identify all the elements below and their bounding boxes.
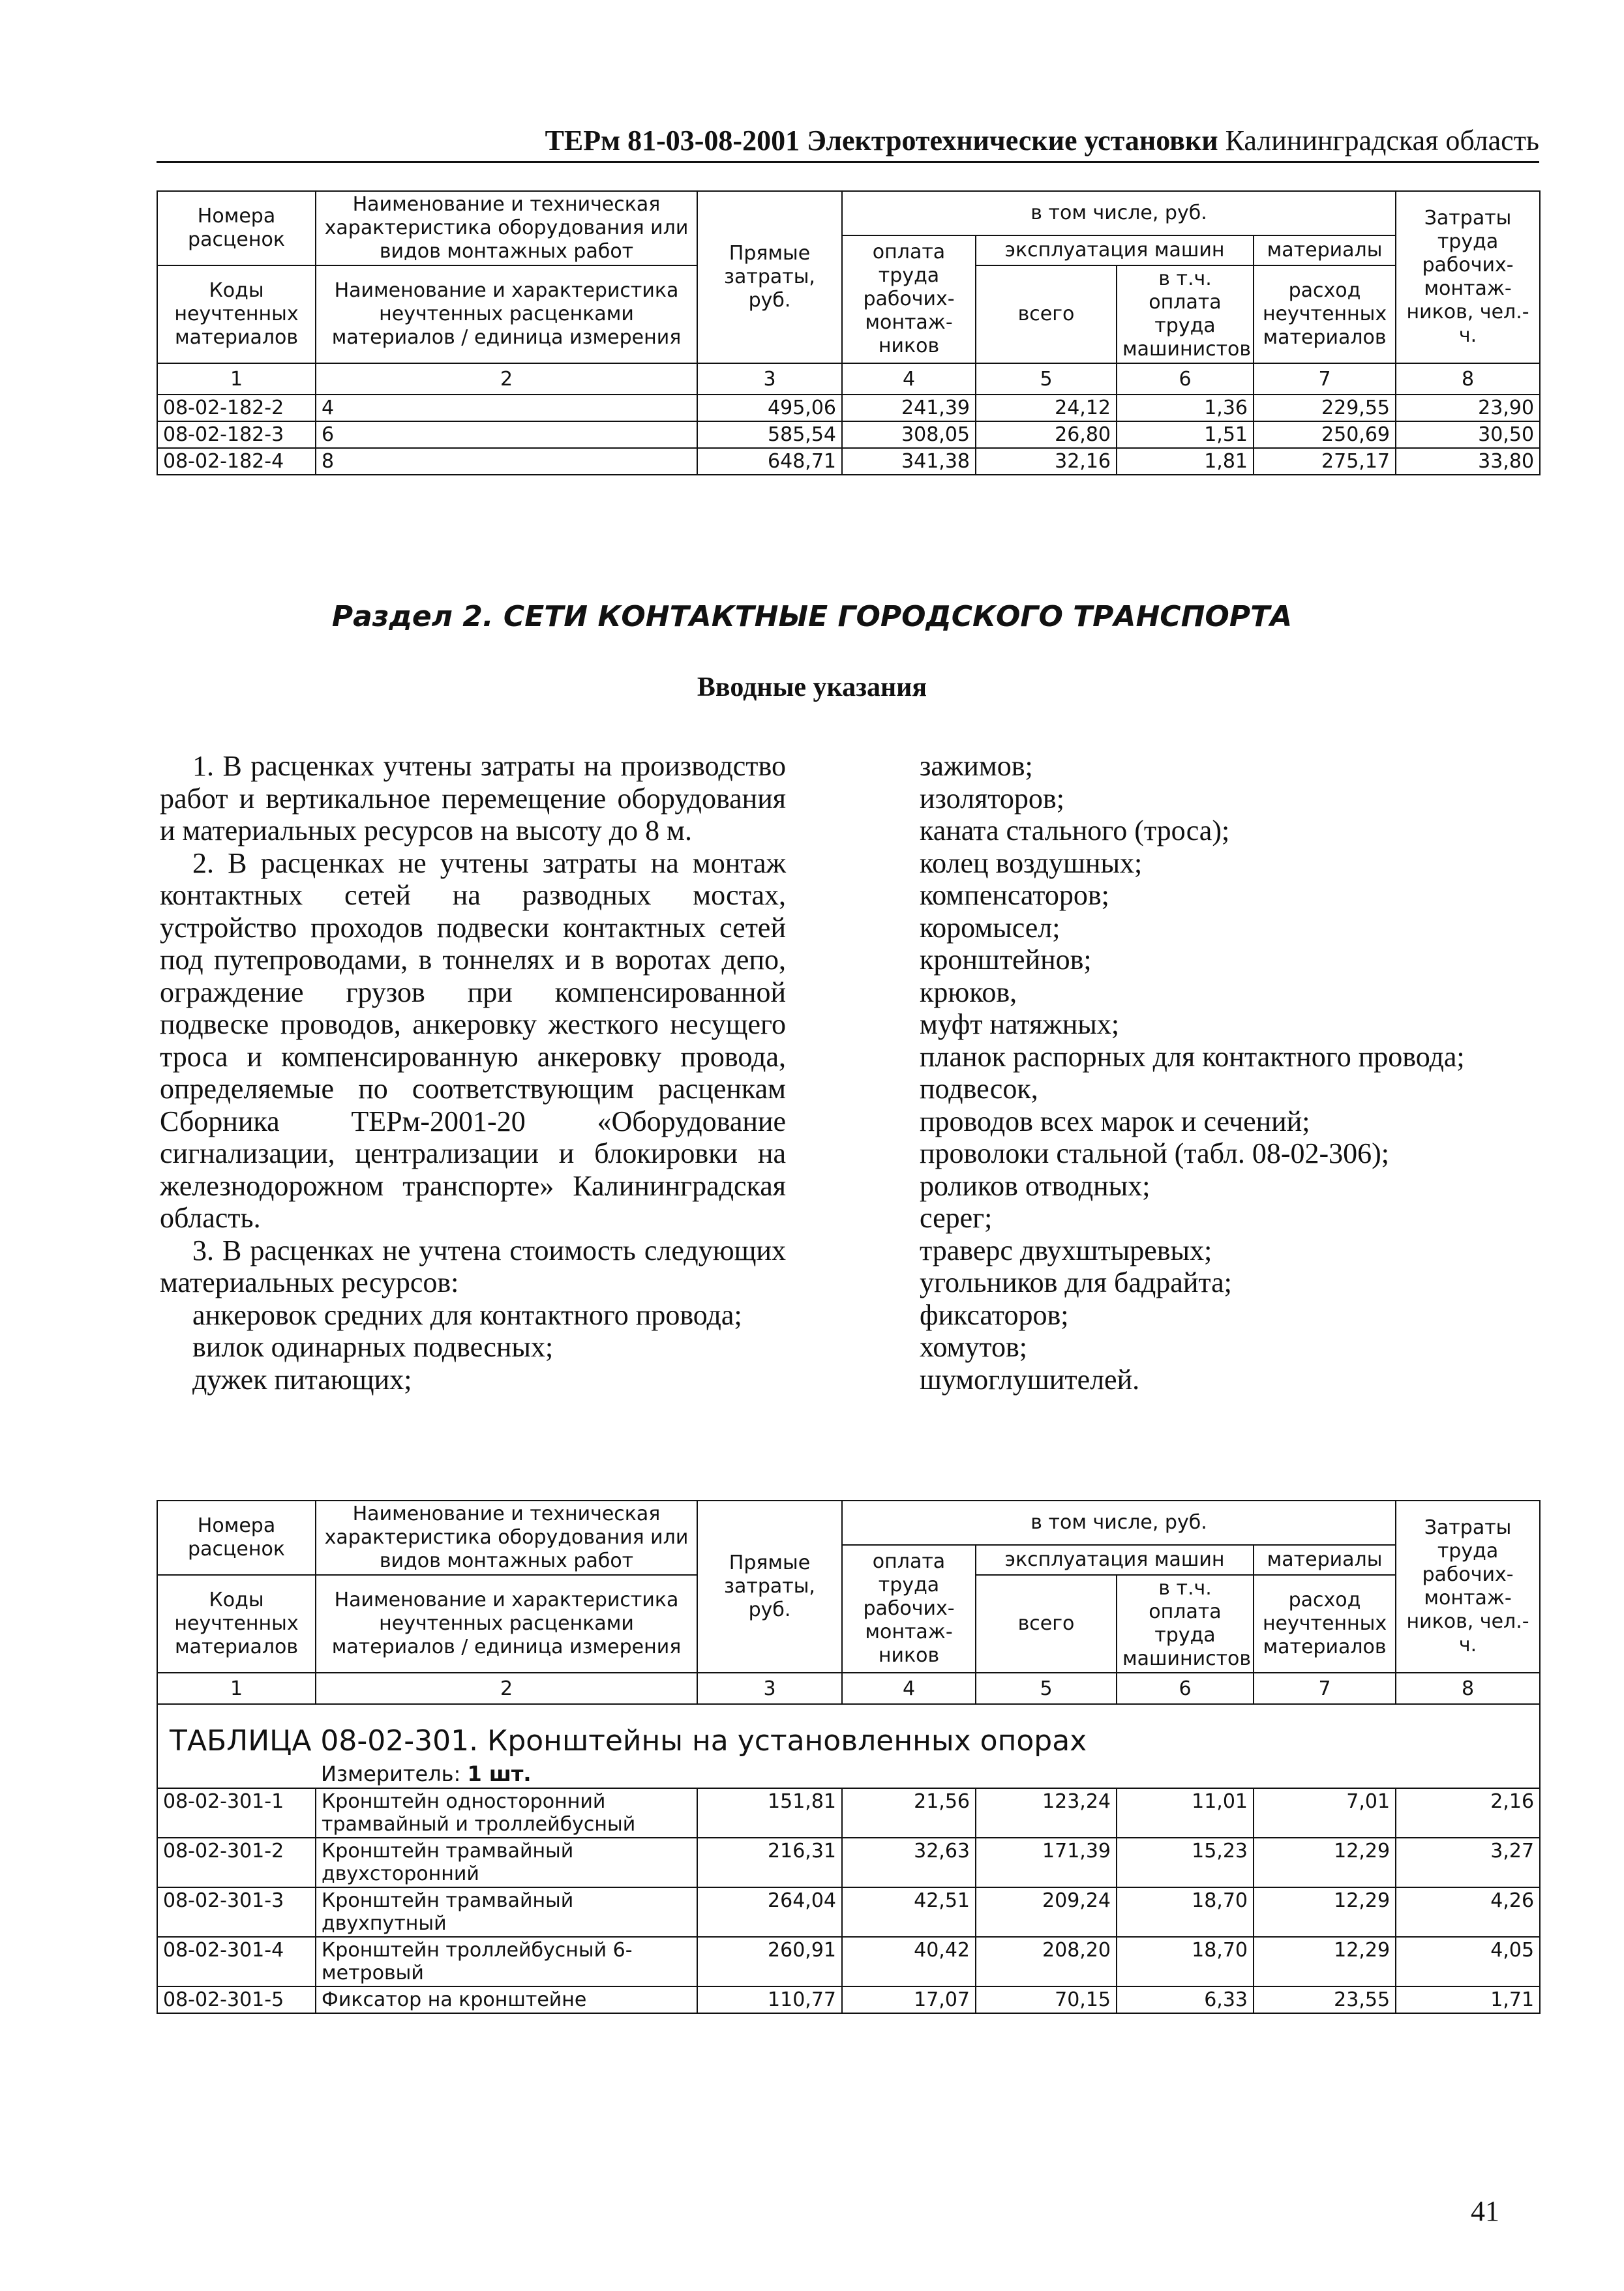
rate-code-cell: 08-02-301-3 [157, 1887, 316, 1937]
header-region: Калининградская область [1225, 125, 1539, 157]
rate-name-cell: Фиксатор на кронштейне [316, 1986, 697, 2013]
table-body [157, 1788, 1540, 2013]
direct-cost-cell: 151,81 [697, 1788, 842, 1838]
labor-pay-cell: 17,07 [842, 1986, 976, 2013]
material-list-item: крюков, [920, 976, 1017, 1008]
column-number: 5 [976, 1673, 1117, 1704]
column-number: 7 [1254, 363, 1396, 395]
column-number: 2 [316, 1673, 697, 1704]
direct-cost-cell: 260,91 [697, 1937, 842, 1986]
rate-name-cell: Кронштейн трамвайный двухсторонний [316, 1838, 697, 1887]
labor-pay-cell: 308,05 [842, 421, 976, 448]
labor-hours-cell: 3,27 [1396, 1838, 1540, 1887]
labor-hours-cell: 23,90 [1396, 395, 1540, 421]
materials-cost-cell: 229,55 [1254, 395, 1396, 421]
material-list-item: колец воздушных; [920, 846, 1143, 879]
intro-paragraph-1: 1. В расценках учтены затраты на производство работ и вертикальное перемещение оборудования и материальных ресурсов на высоту до 8 м. [160, 750, 786, 846]
direct-cost-cell: 648,71 [697, 448, 842, 475]
rate-code-cell: 08-02-182-2 [157, 395, 316, 421]
material-list-item: анкеровок средних для контактного провода; [192, 1298, 742, 1331]
table-row [157, 1986, 1540, 2013]
rate-code-cell: 08-02-301-1 [157, 1788, 316, 1838]
header-material-names: Наименование и характеристика неучтенных расценками материалов / единица измерения [316, 1575, 697, 1673]
table-body [157, 395, 1540, 475]
rate-name-cell: Кронштейн односторонний трамвайный и троллейбусный [316, 1788, 697, 1838]
table-row [157, 1788, 1540, 1838]
column-number: 2 [316, 363, 697, 395]
material-list-item: роликов отводных; [920, 1169, 1150, 1202]
material-list-item: дужек питающих; [192, 1363, 412, 1396]
header-machines: эксплуатация машин [976, 235, 1254, 265]
materials-cost-cell: 12,29 [1254, 1887, 1396, 1937]
header-labor-pay: оплата труда рабочих-монтаж-ников [842, 235, 976, 363]
material-list-item: компенсаторов; [920, 879, 1109, 911]
material-list-item: кронштейнов; [920, 944, 1092, 976]
machines-total-cell: 171,39 [976, 1838, 1117, 1887]
machinist-pay-cell: 15,23 [1117, 1838, 1254, 1887]
direct-cost-cell: 495,06 [697, 395, 842, 421]
header-including: в том числе, руб. [842, 191, 1396, 235]
header-direct-costs: Прямые затраты, руб. [697, 191, 842, 363]
labor-pay-cell: 42,51 [842, 1887, 976, 1937]
table-row [157, 421, 1540, 448]
meter-value: 1 шт. [467, 1761, 532, 1786]
header-labor-hours: Затраты труда рабочих-монтаж-ников, чел.-ч. [1396, 1501, 1540, 1673]
table-row [157, 1937, 1540, 1986]
page-number: 41 [1471, 2195, 1499, 2227]
header-machines-total: всего [976, 265, 1117, 363]
rate-code-cell: 08-02-301-2 [157, 1838, 316, 1887]
table-row [157, 1887, 1540, 1937]
rates-table-182 [157, 190, 1541, 475]
labor-hours-cell: 4,05 [1396, 1937, 1540, 1986]
header-code: ТЕРм 81-03-08-2001 [545, 125, 800, 157]
header-rate-numbers: Номера расценок [157, 1501, 316, 1575]
labor-pay-cell: 241,39 [842, 395, 976, 421]
machinist-pay-cell: 18,70 [1117, 1887, 1254, 1937]
rate-name-cell: Кронштейн троллейбусный 6-метровый [316, 1937, 697, 1986]
material-list-item: траверс двухштыревых; [920, 1234, 1212, 1266]
column-number: 3 [697, 363, 842, 395]
column-number: 8 [1396, 363, 1540, 395]
machines-total-cell: 209,24 [976, 1887, 1117, 1937]
header-material-codes: Коды неучтенных материалов [157, 1575, 316, 1673]
header-including: в том числе, руб. [842, 1501, 1396, 1545]
rate-name-cell: 8 [316, 448, 697, 475]
direct-cost-cell: 585,54 [697, 421, 842, 448]
column-numbers-row [157, 363, 1540, 395]
material-list-item: проволоки стальной (табл. 08-02-306); [920, 1137, 1390, 1169]
column-number: 1 [157, 1673, 316, 1704]
header-labor-hours: Затраты труда рабочих-монтаж-ников, чел.-ч. [1396, 191, 1540, 363]
intro-paragraph-2: 2. В расценках не учтены затраты на монтаж контактных сетей на разводных мостах, устройство проходов подвески контактных сетей под путепроводами, в тоннелях и в воротах депо, ограждение грузов при компенсированной подвеске проводов, анкеровку жесткого несущего троса и компенсированную анкеровку провода, определяемые по соответствующим расценкам Сборника ТЕРм-2001-20 «Оборудование сигнализации, централизации и блокировки на железнодорожном транспорте» Калининградская область. [160, 846, 786, 1234]
labor-pay-cell: 40,42 [842, 1937, 976, 1986]
column-number: 4 [842, 1673, 976, 1704]
material-list-item: проводов всех марок и сечений; [920, 1105, 1310, 1137]
material-list-item: зажимов; [920, 750, 1033, 782]
labor-hours-cell: 2,16 [1396, 1788, 1540, 1838]
labor-hours-cell: 33,80 [1396, 448, 1540, 475]
table-meter [157, 1760, 1540, 1788]
rate-name-cell: 4 [316, 395, 697, 421]
intro-left-column [160, 750, 786, 1396]
machinist-pay-cell: 1,81 [1117, 448, 1254, 475]
labor-hours-cell: 1,71 [1396, 1986, 1540, 2013]
header-materials: материалы [1254, 235, 1396, 265]
machinist-pay-cell: 1,51 [1117, 421, 1254, 448]
materials-cost-cell: 12,29 [1254, 1838, 1396, 1887]
header-work-name: Наименование и техническая характеристика оборудования или видов монтажных работ [316, 191, 697, 265]
rate-code-cell: 08-02-301-4 [157, 1937, 316, 1986]
rate-name-cell: 6 [316, 421, 697, 448]
machines-total-cell: 70,15 [976, 1986, 1117, 2013]
column-number: 6 [1117, 1673, 1254, 1704]
header-machinist-pay: в т.ч. оплата труда машинистов [1117, 265, 1254, 363]
header-rate-numbers: Номера расценок [157, 191, 316, 265]
column-number: 4 [842, 363, 976, 395]
materials-cost-cell: 23,55 [1254, 1986, 1396, 2013]
intro-title: Вводные указания [697, 672, 927, 702]
material-list-item: вилок одинарных подвесных; [192, 1331, 554, 1363]
material-list-item: подвесок, [920, 1073, 1038, 1105]
column-number: 5 [976, 363, 1117, 395]
material-list-item: шумоглушителей. [920, 1363, 1140, 1396]
materials-cost-cell: 250,69 [1254, 421, 1396, 448]
materials-cost-cell: 275,17 [1254, 448, 1396, 475]
material-list-item: коромысел; [920, 911, 1060, 944]
header-materials: материалы [1254, 1545, 1396, 1575]
rate-code-cell: 08-02-182-4 [157, 448, 316, 475]
column-number: 7 [1254, 1673, 1396, 1704]
materials-cost-cell: 7,01 [1254, 1788, 1396, 1838]
material-list-item: хомутов; [920, 1331, 1027, 1363]
column-number: 6 [1117, 363, 1254, 395]
machines-total-cell: 208,20 [976, 1937, 1117, 1986]
labor-pay-cell: 21,56 [842, 1788, 976, 1838]
machinist-pay-cell: 18,70 [1117, 1937, 1254, 1986]
rates-table-301 [157, 1500, 1541, 2014]
header-machines-total: всего [976, 1575, 1117, 1673]
material-list-item: изоляторов; [920, 782, 1064, 815]
running-header [157, 124, 1539, 163]
table-row [157, 395, 1540, 421]
machinist-pay-cell: 6,33 [1117, 1986, 1254, 2013]
header-material-consumption: расход неучтенных материалов [1254, 1575, 1396, 1673]
section-title: Раздел 2. СЕТИ КОНТАКТНЫЕ ГОРОДСКОГО ТРАНСПОРТА [331, 600, 1293, 633]
table-header [157, 191, 1540, 395]
intro-paragraph-3: 3. В расценках не учтена стоимость следующих материальных ресурсов: [160, 1234, 786, 1298]
machines-total-cell: 32,16 [976, 448, 1117, 475]
direct-cost-cell: 264,04 [697, 1887, 842, 1937]
column-number: 3 [697, 1673, 842, 1704]
header-labor-pay: оплата труда рабочих-монтаж-ников [842, 1545, 976, 1673]
material-list-item: серег; [920, 1202, 993, 1234]
header-direct-costs: Прямые затраты, руб. [697, 1501, 842, 1673]
header-material-codes: Коды неучтенных материалов [157, 265, 316, 363]
rate-name-cell: Кронштейн трамвайный двухпутный [316, 1887, 697, 1937]
machines-total-cell: 24,12 [976, 395, 1117, 421]
header-work-name: Наименование и техническая характеристика оборудования или видов монтажных работ [316, 1501, 697, 1575]
column-numbers-row [157, 1673, 1540, 1704]
material-list-right [887, 750, 1539, 1396]
table-row [157, 1838, 1540, 1887]
material-list-item: каната стального (троса); [920, 815, 1230, 846]
machines-total-cell: 123,24 [976, 1788, 1117, 1838]
header-title: Электротехнические установки [807, 125, 1218, 157]
table-row [157, 448, 1540, 475]
table-title: ТАБЛИЦА 08-02-301. Кронштейны на установленных опорах [157, 1704, 1540, 1760]
direct-cost-cell: 110,77 [697, 1986, 842, 2013]
rate-code-cell: 08-02-182-3 [157, 421, 316, 448]
material-list-left [160, 1299, 786, 1396]
material-list-item: муфт натяжных; [920, 1008, 1120, 1040]
direct-cost-cell: 216,31 [697, 1838, 842, 1887]
meter-label: Измеритель: [321, 1761, 461, 1786]
machinist-pay-cell: 11,01 [1117, 1788, 1254, 1838]
header-machinist-pay: в т.ч. оплата труда машинистов [1117, 1575, 1254, 1673]
material-list-item: угольников для бадрайта; [920, 1266, 1232, 1298]
machinist-pay-cell: 1,36 [1117, 395, 1254, 421]
header-material-consumption: расход неучтенных материалов [1254, 265, 1396, 363]
materials-cost-cell: 12,29 [1254, 1937, 1396, 1986]
labor-hours-cell: 4,26 [1396, 1887, 1540, 1937]
column-number: 8 [1396, 1673, 1540, 1704]
machines-total-cell: 26,80 [976, 421, 1117, 448]
labor-pay-cell: 341,38 [842, 448, 976, 475]
header-material-names: Наименование и характеристика неучтенных расценками материалов / единица измерения [316, 265, 697, 363]
header-machines: эксплуатация машин [976, 1545, 1254, 1575]
material-list-item: фиксаторов; [920, 1298, 1069, 1331]
rate-code-cell: 08-02-301-5 [157, 1986, 316, 2013]
material-list-item: планок распорных для контактного провода; [920, 1040, 1465, 1073]
labor-pay-cell: 32,63 [842, 1838, 976, 1887]
column-number: 1 [157, 363, 316, 395]
labor-hours-cell: 30,50 [1396, 421, 1540, 448]
